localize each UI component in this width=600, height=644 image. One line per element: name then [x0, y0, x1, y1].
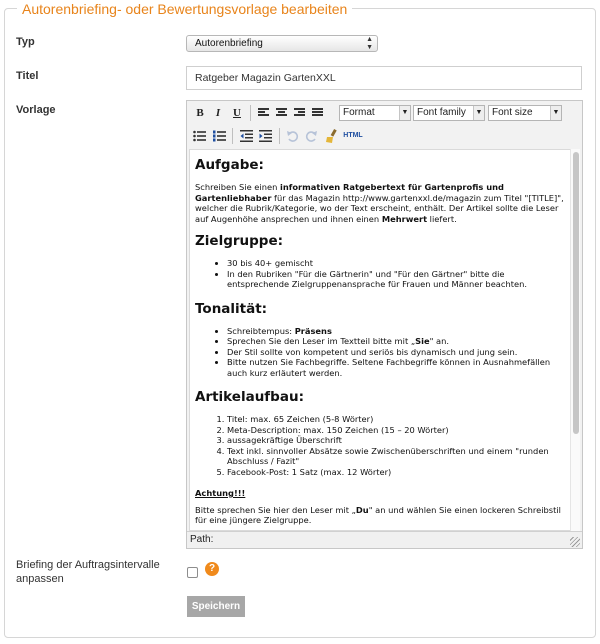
font-family-select-label: Font family — [417, 107, 466, 118]
list-item: • Der Stil sollte von kompetent und seriös bis dynamisch und jung sein. — [227, 347, 566, 358]
achtung-heading: Achtung!!! — [195, 488, 246, 498]
format-select-label: Format — [343, 107, 375, 118]
briefing-label — [16, 558, 160, 586]
list-item: 2. Meta-Description: max. 150 Zeichen (15 – 20 Wörter) — [227, 425, 566, 436]
form-legend: Autorenbriefing- oder Bewertungsvorlage bearbeiten — [17, 1, 352, 17]
redo-icon[interactable] — [305, 130, 318, 142]
numbered-list-icon[interactable] — [213, 130, 226, 142]
align-left-icon[interactable] — [258, 108, 269, 118]
toolbar-separator — [232, 128, 233, 144]
editor-scrollbar[interactable] — [570, 149, 580, 531]
briefing-label-line1: Briefing der Auftragsintervalle — [16, 559, 160, 571]
artikelaufbau-list — [195, 414, 566, 477]
chevron-down-icon: ▼ — [399, 106, 410, 120]
path-label: Path: — [190, 534, 214, 545]
list-item: 3. aussagekräftige Überschrift — [227, 435, 566, 446]
resize-grip-icon[interactable] — [570, 537, 580, 547]
list-item: • In den Rubriken "Für die Gärtnerin" und "Für den Gärtner" bitte die entsprechende Zielgruppenansprache für Frauen und Männer beachten. — [227, 269, 566, 290]
font-family-select[interactable] — [413, 105, 485, 121]
list-item: • Sprechen Sie den Leser im Textteil bitte mit „Sie" an. — [227, 336, 566, 347]
underline-button[interactable]: U — [233, 107, 241, 119]
help-icon[interactable]: ? — [205, 562, 219, 576]
editor-content[interactable] — [189, 149, 573, 531]
achtung-paragraph: Bitte sprechen Sie hier den Leser mit „Du" an und wählen Sie einen lockeren Schreibstil für eine jüngere Zielgruppe. — [195, 504, 561, 525]
list-item: • Bitte nutzen Sie Fachbegriffe. Seltene Fachbegriffe können in Ausnahmefällen auch kurz erläutert werden. — [227, 357, 566, 378]
vorlage-label: Vorlage — [16, 104, 56, 116]
rich-text-editor — [186, 100, 583, 549]
align-right-icon[interactable] — [294, 108, 305, 118]
align-center-icon[interactable] — [276, 108, 287, 118]
list-item: 4. Text inkl. sinnvoller Absätze sowie Zwischenüberschriften und einem "runden Abschluss / Fazit" — [227, 446, 566, 467]
toolbar-separator — [250, 105, 251, 121]
font-size-select[interactable] — [488, 105, 562, 121]
bold-button[interactable]: B — [196, 107, 204, 119]
list-item: • 30 bis 40+ gemischt — [227, 258, 566, 269]
chevron-down-icon: ▼ — [473, 106, 484, 120]
save-button[interactable]: Speichern — [187, 596, 245, 617]
editor-path-bar — [187, 531, 582, 548]
select-arrows-icon: ▲ ▼ — [366, 36, 373, 51]
list-item: • Schreibtempus: Präsens — [227, 326, 566, 337]
bullet-list-icon[interactable] — [193, 130, 206, 142]
html-source-button[interactable]: HTML — [343, 132, 363, 139]
list-item: 5. Facebook-Post: 1 Satz (max. 12 Wörter) — [227, 467, 566, 478]
list-item: 1. Titel: max. 65 Zeichen (5-8 Wörter) — [227, 414, 566, 425]
toolbar-row-1 — [187, 102, 582, 124]
indent-icon[interactable] — [259, 130, 272, 142]
cleanup-brush-icon[interactable] — [325, 129, 339, 143]
heading-artikelaufbau: Artikelaufbau: — [195, 389, 304, 405]
heading-aufgabe: Aufgabe: — [195, 157, 264, 173]
font-size-select-label: Font size — [492, 107, 533, 118]
titel-input[interactable]: Ratgeber Magazin GartenXXL — [186, 66, 582, 90]
titel-label: Titel — [16, 70, 39, 82]
align-justify-icon[interactable] — [312, 108, 323, 118]
aufgabe-paragraph: Schreiben Sie einen informativen Ratgebertext für Gartenprofis und Gartenliebhaber für das Magazin http://www.gartenxxl.de/magazin zum Titel "[TITLE]", welcher die Rubrik/Kategorie, wo der Text erscheint, enthält. Der Artikel sollte die Leser auf Augenhöhe ansprechen und ihnen einen Mehrwert liefert. — [195, 182, 564, 224]
scrollbar-thumb[interactable] — [573, 152, 579, 434]
outdent-icon[interactable] — [240, 130, 253, 142]
undo-icon[interactable] — [286, 130, 299, 142]
italic-button[interactable]: I — [215, 107, 221, 119]
format-select[interactable] — [339, 105, 411, 121]
toolbar-row-2 — [187, 125, 582, 147]
typ-label: Typ — [16, 36, 35, 48]
heading-tonalitaet: Tonalität: — [195, 300, 268, 317]
chevron-down-icon: ▼ — [550, 106, 561, 120]
typ-select[interactable] — [186, 35, 378, 52]
briefing-label-line2: anpassen — [16, 573, 64, 585]
toolbar-separator — [279, 128, 280, 144]
tonalitaet-list — [195, 326, 566, 379]
zielgruppe-list — [195, 258, 566, 290]
briefing-checkbox[interactable] — [187, 567, 198, 578]
typ-select-value: Autorenbriefing — [195, 38, 263, 49]
heading-zielgruppe: Zielgruppe: — [195, 233, 284, 249]
